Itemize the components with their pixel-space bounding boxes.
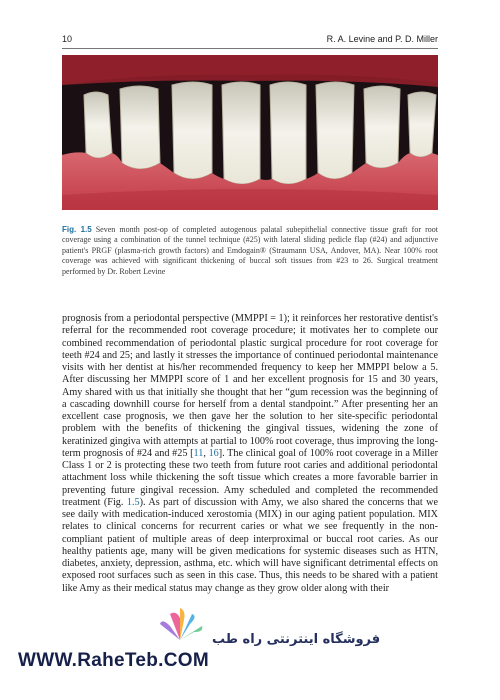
citation-separator: , bbox=[203, 447, 209, 459]
figure-caption-text: Seven month post-op of completed autogenous palatal subepithelial connective tissue graft for root coverage using a combination of the tunnel technique (#25) with lateral sliding pedicle flap (#24) and adjunctive patient's PRGF (plasma-rich growth factors) and Emdogain® (Straumann USA, Andover, MA). Near 100% root coverage was achieved with significant thickening of buccal soft tissues from #23 to 26. Surgical treatment performed by Dr. Robert Levine bbox=[62, 225, 438, 276]
body-text-1: prognosis from a periodontal perspective (MMPPI = 1); it reinforces her restorative dentist's referral for the recommended root coverage procedure; it motivates her to complete our combined recommendation of periodontal plastic surgical procedure for root coverage for teeth #24 and 25; and lastly it stresses the importance of continued periodontal maintenance visits with her dentist at his/her recommended frequency to keep her MMPPI below a 5. After discussing her MMPPI score of 1 and her excellent prognosis for 15 and 30 years, Amy shared with us that initially she thought that her “gum recession was the beginning of a cascading downhill course for herself from a dental standpoint.” After presenting her an excellent case prognosis, we then gave her the solution to her site-specific periodontal problem with the benefits of thickening the gingival tissues, widening the zone of keratinized gingiva with attempts at partial to 100% root coverage, thus improving the long-term prognosis of #24 and #25 [ bbox=[62, 313, 438, 459]
figure-caption bbox=[62, 225, 438, 277]
header-rule bbox=[62, 48, 438, 49]
figure-label: Fig. 1.5 bbox=[62, 225, 92, 234]
watermark bbox=[0, 604, 500, 700]
body-text-3: ). As part of discussion with Amy, we also shared the concerns that we see daily with medication-induced xerostomia (MIX) in our aging patient population. MIX relates to clinical concerns for recurrent caries or what we see frequently in the non-compliant patient of multiple areas of deep interproximal or buccal root caries. As our healthy patients age, many will be given medications for systemic diseases such as HTN, diabetes, anxiety, depression, asthma, etc. which will have significant detrimental effects on exposed root surfaces such as seen in this case. Thus, this needs to be shared with a patient like Amy as their medical status may change as they grow older along with their bbox=[62, 496, 438, 594]
page-number: 10 bbox=[62, 34, 73, 44]
figure-reference-link[interactable]: 1.5 bbox=[126, 496, 140, 508]
citation-link[interactable]: 11 bbox=[193, 447, 204, 459]
clinical-photo bbox=[62, 55, 438, 210]
page-header bbox=[62, 34, 438, 48]
running-head-authors: R. A. Levine and P. D. Miller bbox=[326, 34, 438, 44]
citation-link[interactable]: 16 bbox=[208, 447, 219, 459]
watermark-site-url: WWW.RaheTeb.COM bbox=[18, 650, 209, 671]
body-text-2: ]. The clinical goal of 100% root coverage in a Miller Class 1 or 2 is protecting these two teeth from future root caries and additional periodontal attachment loss while thickening the soft tissue which creates a more favorable barrier in preventing future gingival recession. Amy scheduled and completed the recommended treatment (Fig. bbox=[62, 447, 438, 508]
body-paragraph bbox=[62, 313, 438, 595]
watermark-persian-text: فروشگاه اینترنتی راه طب bbox=[212, 632, 381, 647]
watermark-logo bbox=[140, 604, 220, 644]
